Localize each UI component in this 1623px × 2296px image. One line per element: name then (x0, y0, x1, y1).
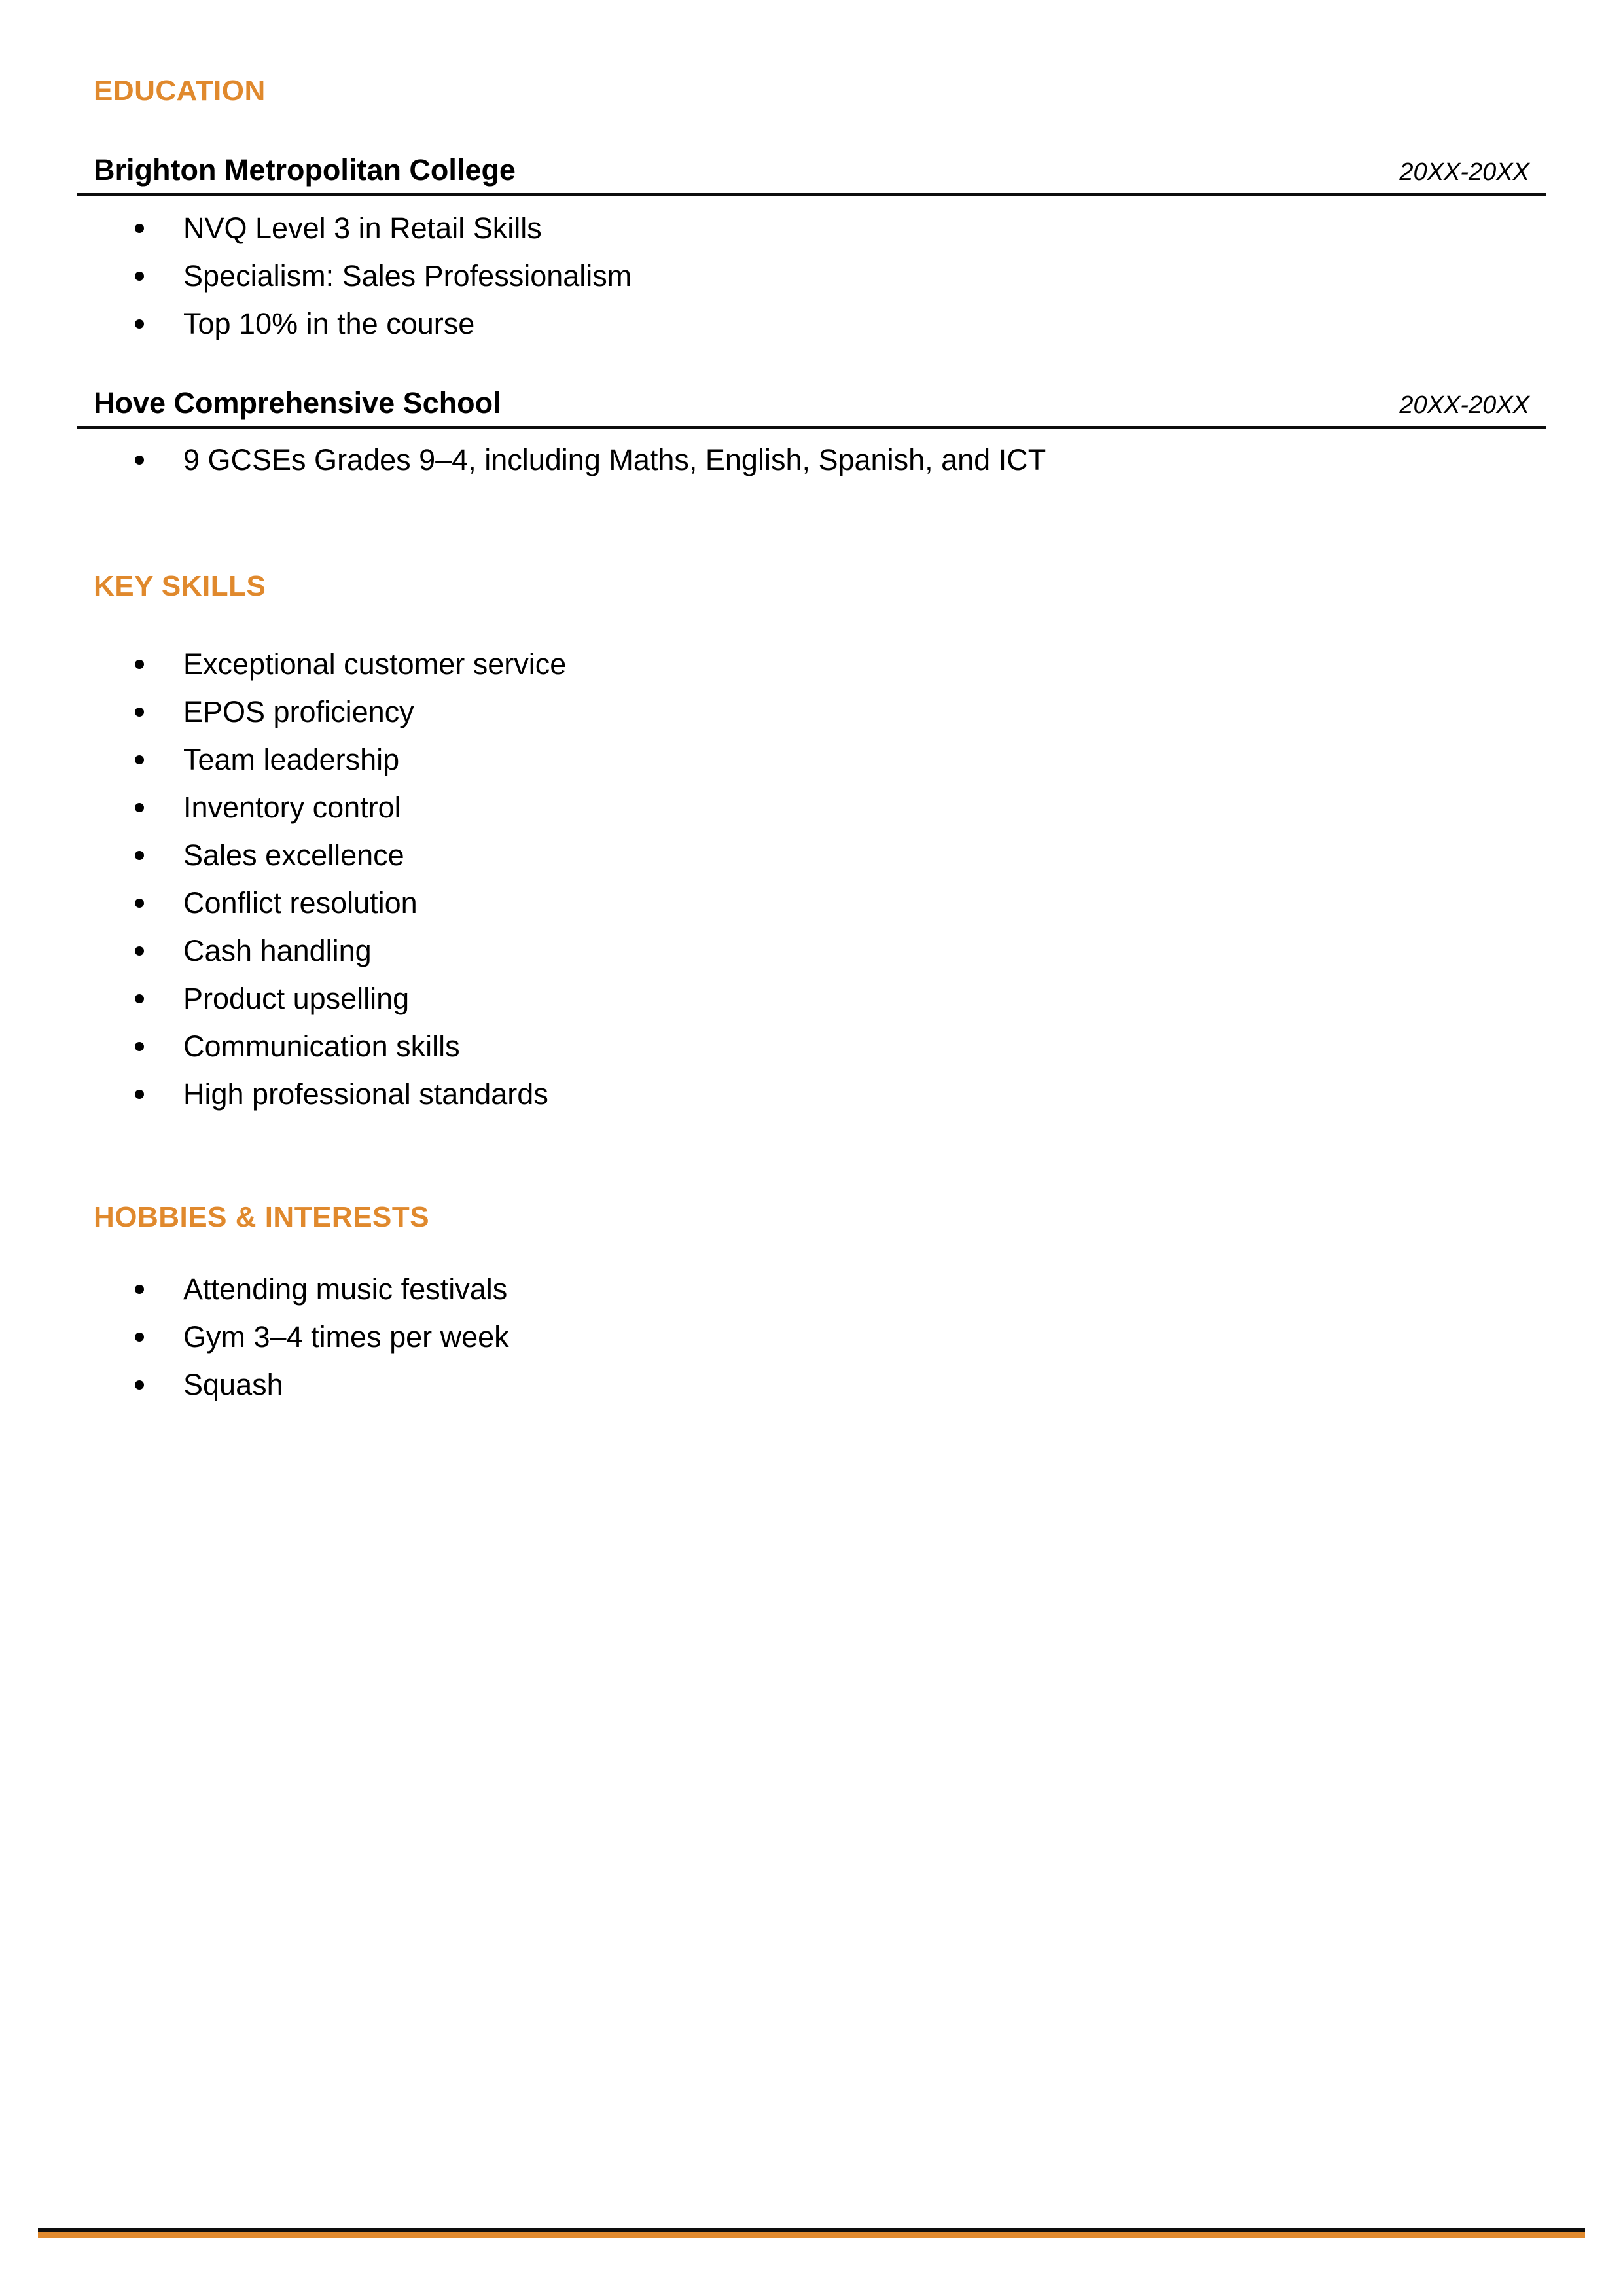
bullet-item: Team leadership (94, 736, 1529, 783)
key-skills-section-title: KEY SKILLS (94, 570, 266, 602)
bullet-item: Inventory control (94, 783, 1529, 831)
key-skills-bullets (94, 640, 1529, 1118)
school-name: Hove Comprehensive School (94, 386, 501, 420)
date-range: 20XX-20XX (1399, 158, 1529, 186)
bullet-item: Top 10% in the course (94, 300, 1529, 348)
bullet-item: 9 GCSEs Grades 9–4, including Maths, English, Spanish, and ICT (94, 436, 1529, 484)
education-entry-1 (94, 155, 1529, 348)
hobbies-bullets (94, 1265, 1529, 1408)
bullet-item: High professional standards (94, 1070, 1529, 1118)
bullet-item: Conflict resolution (94, 879, 1529, 927)
bullet-item: Communication skills (94, 1022, 1529, 1070)
bullet-item: Squash (94, 1361, 1529, 1408)
page-content (94, 0, 1529, 1408)
education-entry-2 (94, 388, 1529, 484)
bullet-item: Specialism: Sales Professionalism (94, 252, 1529, 300)
bullet-item: Product upselling (94, 975, 1529, 1022)
bullet-item: Cash handling (94, 927, 1529, 975)
education-entry-2-header (77, 388, 1546, 429)
section-key-skills (94, 569, 1529, 1118)
education-entry-2-bullets (94, 436, 1529, 484)
bullet-item: Attending music festivals (94, 1265, 1529, 1313)
section-education (94, 73, 1529, 484)
footer-accent-bar (38, 2228, 1585, 2238)
education-section-title: EDUCATION (94, 75, 266, 107)
date-range: 20XX-20XX (1399, 391, 1529, 419)
bullet-item: NVQ Level 3 in Retail Skills (94, 204, 1529, 252)
bullet-item: Exceptional customer service (94, 640, 1529, 688)
school-name: Brighton Metropolitan College (94, 153, 516, 187)
hobbies-section-title: HOBBIES & INTERESTS (94, 1201, 430, 1233)
bullet-item: EPOS proficiency (94, 688, 1529, 736)
education-entry-1-header (77, 155, 1546, 196)
bullet-item: Sales excellence (94, 831, 1529, 879)
bullet-item: Gym 3–4 times per week (94, 1313, 1529, 1361)
education-entry-1-bullets (94, 204, 1529, 348)
section-hobbies-interests (94, 1200, 1529, 1408)
